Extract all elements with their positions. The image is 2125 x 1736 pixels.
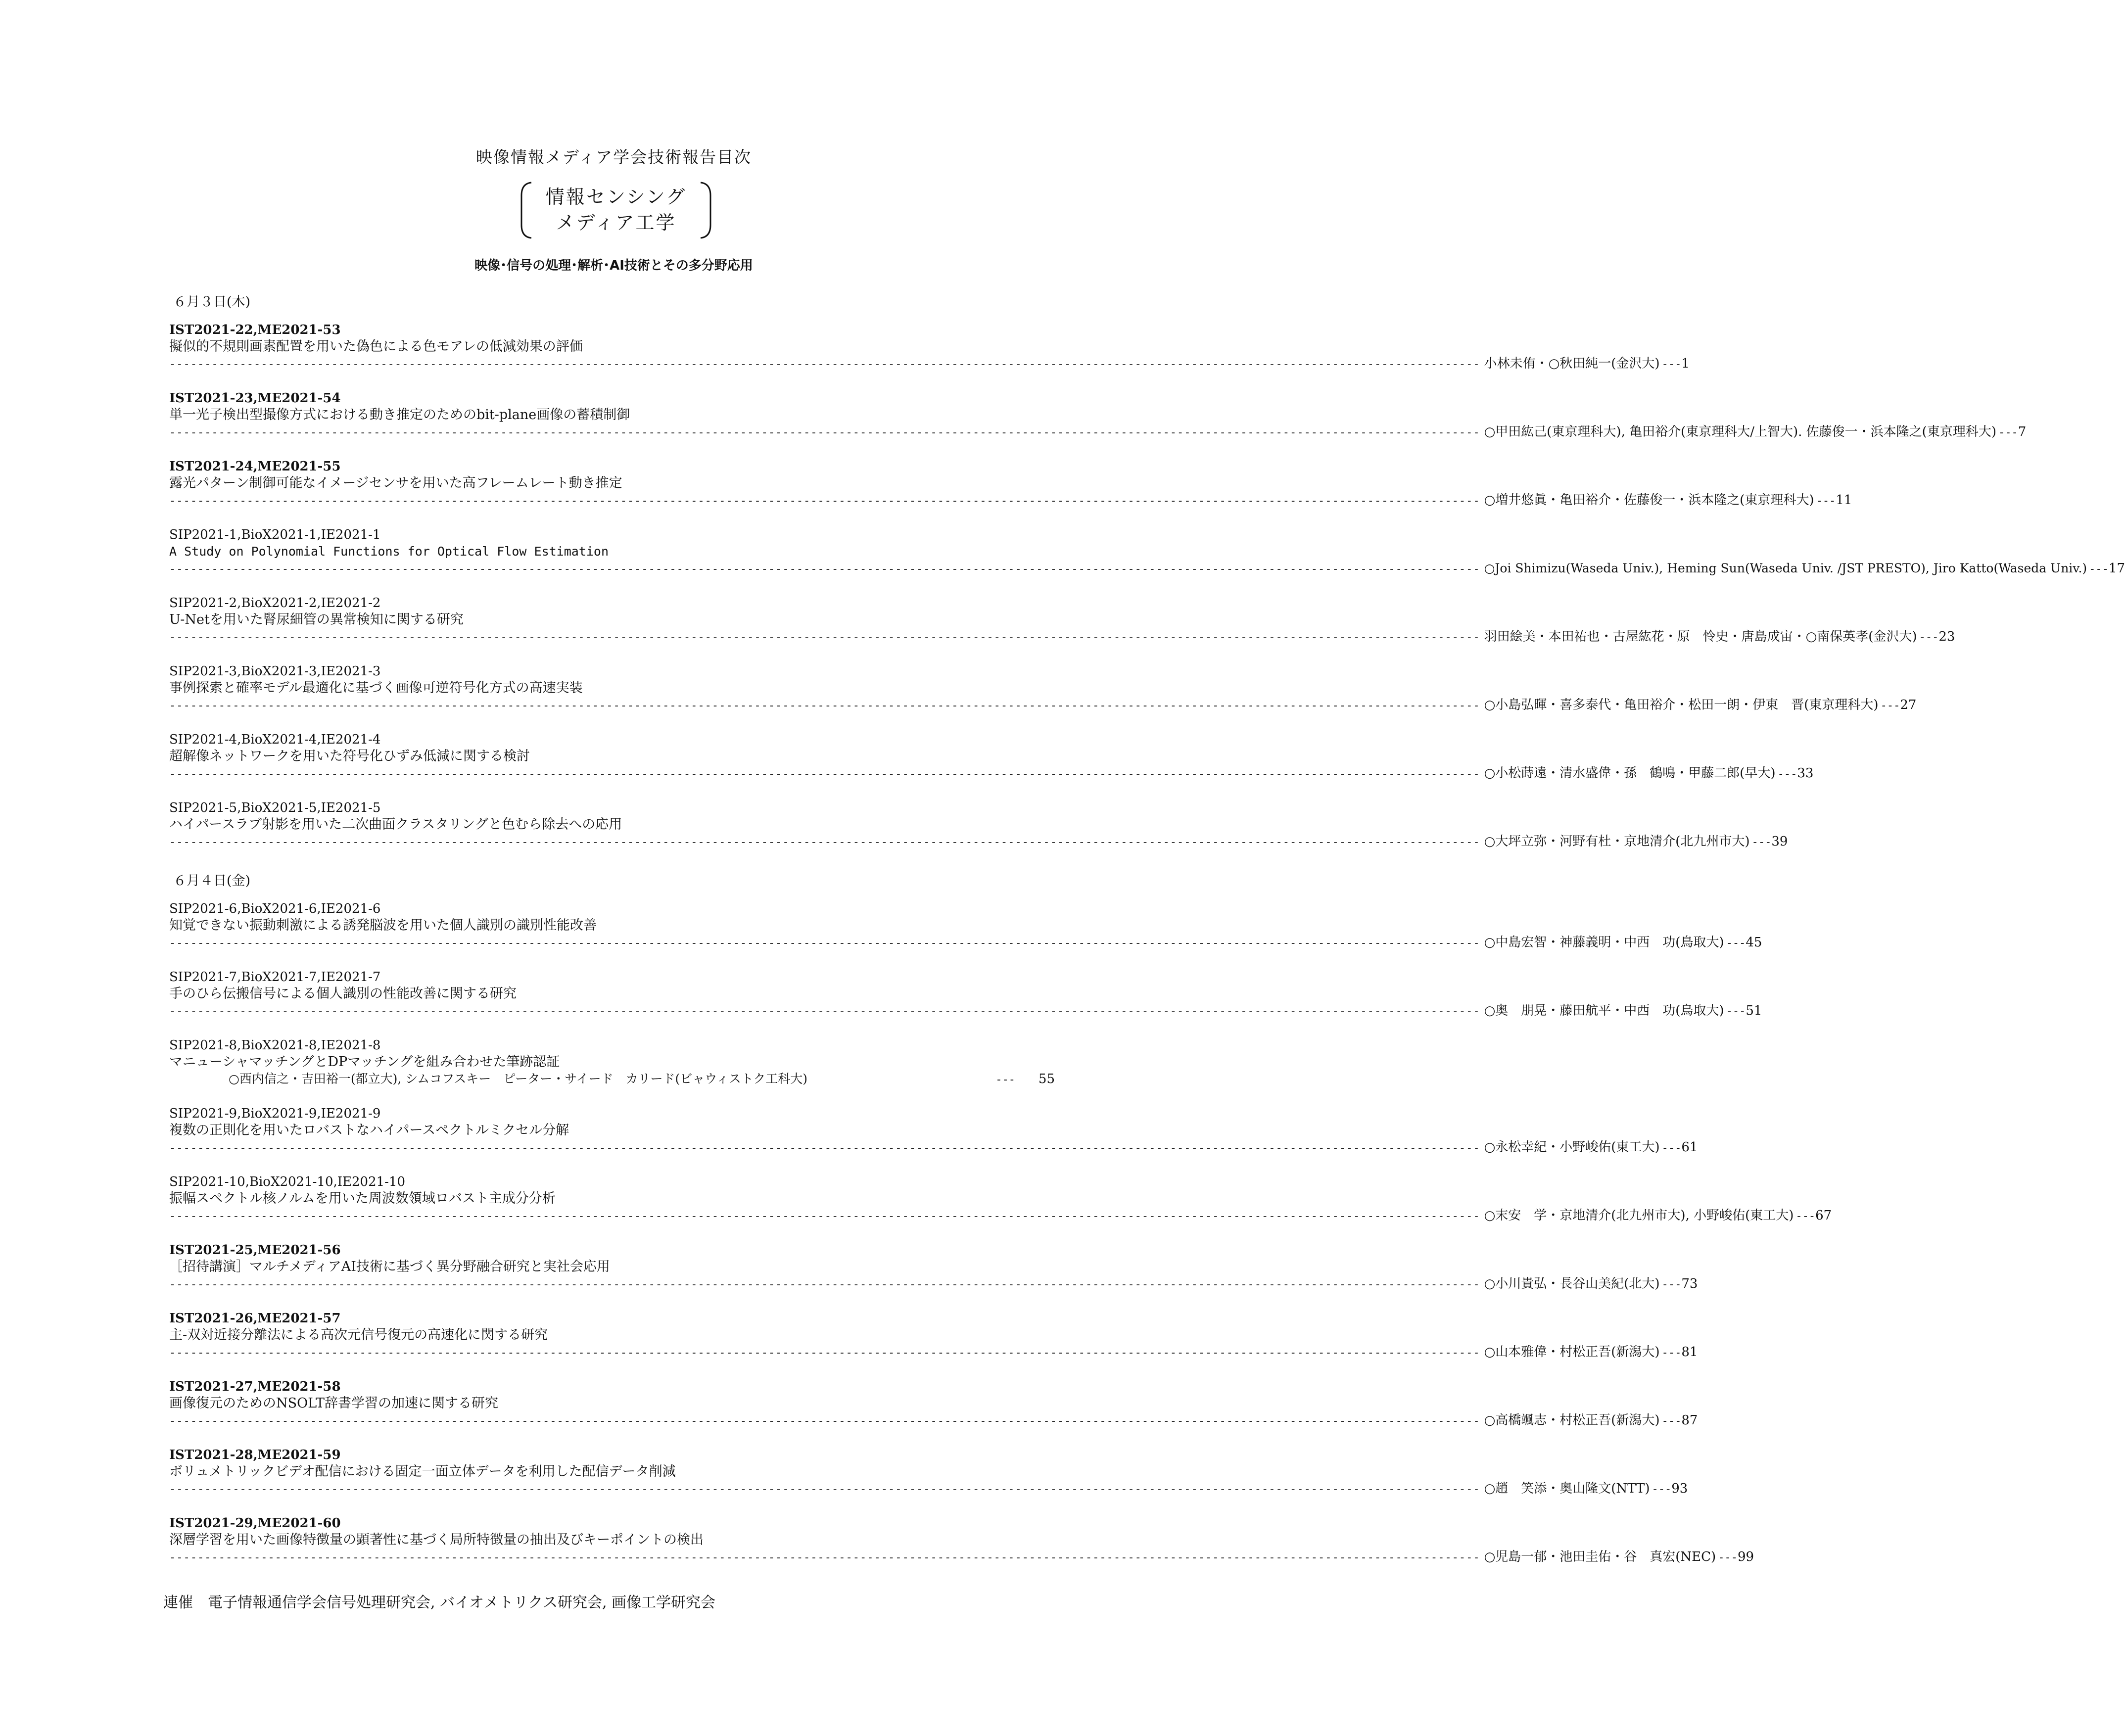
dot-leader: ------------------------------------------------------------------------------------------------------------------------------------------------------------------------------------------ [169,426,1480,439]
entry-title: 露光パターン制御可能なイメージセンサを用いた高フレームレート動き推定 [169,475,622,491]
entry-code: SIP2021-10,BioX2021-10,IE2021-10 [169,1174,406,1189]
toc-entry [169,731,1814,783]
entry-page: 11 [1836,493,1852,508]
entry-code: IST2021-22,ME2021-53 [169,323,341,337]
date-heading: ６月４日(金) [173,873,251,889]
entry-authors: ○大坪立弥・河野有杜・京地清介(北九州市大) [1484,834,1750,849]
entry-code: SIP2021-3,BioX2021-3,IE2021-3 [169,664,381,679]
entry-authors: ○小松蒔遠・清水盛偉・孫 鶴鳴・甲藤二郎(早大) [1484,766,1776,781]
series-title-line1: 情報センシング [545,186,687,208]
toc-entry [169,458,1852,510]
dot-leader: ------------------------------------------------------------------------------------------------------------------------------------------------------------------------------------------ [169,937,1480,949]
dot-leader-end: --- [1661,1142,1682,1154]
dot-leader: ------------------------------------------------------------------------------------------------------------------------------------------------------------------------------------------ [169,1415,1480,1427]
entry-page: 67 [1815,1208,1832,1223]
entry-title: 知覚できない振動刺激による誘発脳波を用いた個人識別の識別性能改善 [169,918,597,933]
entry-title: 事例探索と確率モデル最適化に基づく画像可逆符号化方式の高速実装 [169,680,583,696]
dot-leader: ------------------------------------------------------------------------------------------------------------------------------------------------------------------------------------------ [169,358,1480,371]
entry-authors: ○Joi Shimizu(Waseda Univ.), Heming Sun(Waseda Univ. /JST PRESTO), Jiro Katto(Waseda Univ.) [1484,561,2087,575]
dot-leader: ------------------------------------------------------------------------------------------------------------------------------------------------------------------------------------------ [169,1142,1480,1154]
entry-title: U-Netを用いた腎尿細管の異常検知に関する研究 [169,612,464,627]
dot-leader-end: --- [1726,937,1746,949]
entry-code: IST2021-26,ME2021-57 [169,1311,341,1326]
entry-authors: ○小川貴弘・長谷山美紀(北大) [1484,1276,1660,1291]
entry-authors: ○永松幸紀・小野峻佑(東工大) [1484,1140,1660,1155]
toc-entry [169,969,1762,1020]
series-title-line2: メディア工学 [556,212,676,234]
toc-entry [169,799,1788,851]
entry-authors: 羽田絵美・本田祐也・古屋紘花・原 怜史・唐島成宙・○南保英孝(金沢大) [1484,629,1917,644]
toc-entry [169,1242,1698,1293]
entry-title: 主-双対近接分離法による高次元信号復元の高速化に関する研究 [169,1327,548,1343]
dot-leader-end: --- [1661,1415,1682,1427]
entry-page: 45 [1746,935,1762,950]
dot-leader-end: --- [1998,426,2018,439]
toc-entry [169,1173,1832,1225]
toc-entry [169,1105,1698,1157]
toc-entry [169,663,1917,714]
entry-author-line [169,1207,1832,1225]
entry-author-line [169,934,1762,952]
entry-authors: ○末安 学・京地清介(北九州市大), 小野峻佑(東工大) [1484,1208,1794,1223]
entry-page: 73 [1681,1276,1698,1291]
entry-code: SIP2021-6,BioX2021-6,IE2021-6 [169,901,381,916]
dot-leader-end: --- [1751,836,1772,848]
entry-page: 23 [1938,629,1955,644]
entry-page: 39 [1771,834,1788,849]
entry-code: IST2021-29,ME2021-60 [169,1516,341,1531]
entry-page: 7 [2018,424,2027,439]
entry-author-line [169,560,2125,578]
entry-code: SIP2021-1,BioX2021-1,IE2021-1 [169,527,381,542]
entry-authors: ○趙 笑添・奥山隆文(NTT) [1484,1481,1650,1496]
entry-authors: ○小島弘暉・喜多泰代・亀田裕介・松田一朗・伊東 晋(東京理科大) [1484,698,1879,712]
dot-leader-end: --- [1661,1347,1682,1359]
entry-code: IST2021-25,ME2021-56 [169,1243,341,1258]
entry-authors: ○奥 朋晃・藤田航平・中西 功(鳥取大) [1484,1003,1724,1018]
entry-title: 超解像ネットワークを用いた符号化ひずみ低減に関する検討 [169,749,530,764]
entry-author-line [169,1071,1055,1088]
entry-author-line [169,1139,1698,1157]
entry-title: 擬似的不規則画素配置を用いた偽色による色モアレの低減効果の評価 [169,339,583,354]
dot-leader-end: --- [1816,495,1836,507]
dot-leader-end: --- [1777,768,1797,780]
dot-leader: ------------------------------------------------------------------------------------------------------------------------------------------------------------------------------------------ [169,563,1480,575]
date-heading: ６月３日(木) [173,294,251,310]
entry-authors: ○中島宏智・神藤義明・中西 功(鳥取大) [1484,935,1724,950]
entry-title: マニューシャマッチングとDPマッチングを組み合わせた筆跡認証 [169,1054,560,1070]
dot-leader: ------------------------------------------------------------------------------------------------------------------------------------------------------------------------------------------ [169,1551,1480,1564]
entry-page: 27 [1900,698,1917,712]
entry-authors: ○増井悠眞・亀田裕介・佐藤俊一・浜本隆之(東京理科大) [1484,493,1814,508]
dot-leader: ------------------------------------------------------------------------------------------------------------------------------------------------------------------------------------------ [169,700,1480,712]
dot-leader: ------------------------------------------------------------------------------------------------------------------------------------------------------------------------------------------ [169,1347,1480,1359]
entry-author-line [169,1275,1698,1293]
dot-leader: ------------------------------------------------------------------------------------------------------------------------------------------------------------------------------------------ [169,768,1480,780]
dot-leader-end: --- [1919,631,1939,644]
entry-author-line [169,1002,1762,1020]
entry-author-line [169,492,1852,510]
dot-leader-end: --- [1726,1005,1746,1018]
series-title-box [515,181,717,240]
entry-authors: ○甲田紘己(東京理科大), 亀田裕介(東京理科大/上智大). 佐藤俊一・浜本隆之(東京理科大) [1484,424,1996,439]
entry-page: 51 [1746,1003,1762,1018]
dot-leader: ------------------------------------------------------------------------------------------------------------------------------------------------------------------------------------------ [169,631,1480,644]
dot-leader-end: --- [1661,358,1682,371]
entry-code: IST2021-23,ME2021-54 [169,391,341,406]
entry-title: A Study on Polynomial Functions for Optical Flow Estimation [169,544,609,559]
entry-author-line [169,1480,1688,1498]
entry-author-line [169,1412,1698,1430]
entry-title: ［招待講演］マルチメディアAI技術に基づく異分野融合研究と実社会応用 [169,1259,610,1274]
entry-code: SIP2021-4,BioX2021-4,IE2021-4 [169,732,381,747]
toc-entry [169,390,2027,441]
entry-code: SIP2021-2,BioX2021-2,IE2021-2 [169,596,381,610]
toc-entry [169,1378,1698,1430]
dot-leader: ------------------------------------------------------------------------------------------------------------------------------------------------------------------------------------------ [169,1278,1480,1291]
entry-title: ボリュメトリックビデオ配信における固定一面立体データを利用した配信データ削減 [169,1464,676,1479]
entry-page: 93 [1671,1481,1688,1496]
entry-page: 99 [1737,1549,1754,1564]
entry-title: 振幅スペクトル核ノルムを用いた周波数領域ロバスト主成分分析 [169,1191,556,1206]
entry-author-line [169,355,1690,373]
entry-author-line [169,697,1917,714]
dot-leader-end: --- [2089,563,2109,575]
entry-title: 画像復元のためのNSOLT辞書学習の加速に関する研究 [169,1396,498,1411]
entry-page: 81 [1681,1345,1698,1360]
entry-author-line [169,833,1788,851]
dot-leader: ------------------------------------------------------------------------------------------------------------------------------------------------------------------------------------------ [169,1210,1480,1222]
entry-title: 深層学習を用いた画像特徴量の顕著性に基づく局所特徴量の抽出及びキーポイントの検出 [169,1532,704,1548]
entry-title: 手のひら伝搬信号による個人識別の性能改善に関する研究 [169,986,517,1001]
entry-title: 複数の正則化を用いたロバストなハイパースペクトルミクセル分解 [169,1123,569,1138]
entry-author-line [169,1548,1754,1566]
entry-author-line [169,423,2027,441]
entry-author-line [169,1344,1698,1361]
entry-code: IST2021-27,ME2021-58 [169,1379,341,1394]
page-title: 映像情報メディア学会技術報告目次 [475,147,752,167]
entry-title: 単一光子検出型撮像方式における動き推定のためのbit-plane画像の蓄積制御 [169,407,630,422]
toc-entry [169,1447,1688,1498]
toc-entry [169,1515,1754,1566]
entry-code: SIP2021-7,BioX2021-7,IE2021-7 [169,970,381,985]
entry-code: SIP2021-8,BioX2021-8,IE2021-8 [169,1038,381,1053]
entry-code: IST2021-28,ME2021-59 [169,1448,341,1462]
entry-page: 33 [1797,766,1814,781]
toc-entry [169,526,2125,578]
dot-leader-end: --- [1652,1483,1672,1496]
dot-leader-end: --- [1718,1551,1738,1564]
toc-entry [169,322,1690,373]
dot-leader: ------------------------------------------------------------------------------------------------------------------------------------------------------------------------------------------ [169,1005,1480,1018]
page-subtitle: 映像･信号の処理･解析･AI技術とその多分野応用 [474,258,753,273]
entry-page: 87 [1681,1413,1698,1428]
toc-entry [169,900,1762,952]
dot-leader: ------------------------------------------------------------------------------------------------------------------------------------------------------------------------------------------ [169,495,1480,507]
co-sponsor-note: 連催 電子情報通信学会信号処理研究会, バイオメトリクス研究会, 画像工学研究会 [163,1594,716,1611]
entry-page: 61 [1681,1140,1698,1155]
toc-entry [169,1310,1698,1361]
entry-code: SIP2021-5,BioX2021-5,IE2021-5 [169,800,381,815]
entry-authors: ○高橋颯志・村松正吾(新潟大) [1484,1413,1660,1428]
entry-title: ハイパースラブ射影を用いた二次曲面クラスタリングと色むら除去への応用 [169,817,622,832]
dot-leader-end: --- [1880,700,1900,712]
entry-page: 55 [1038,1072,1055,1086]
entry-authors: ○西内信之・吉田裕一(都立大), シムコフスキー ピーター・サイード カリード(ビャウィストク工科大) [229,1072,807,1086]
entry-page: 1 [1681,356,1690,371]
dot-leader-end: --- [1661,1278,1682,1291]
entry-code: IST2021-24,ME2021-55 [169,459,341,474]
entry-authors: 小林未侑・○秋田純一(金沢大) [1484,356,1660,371]
dot-leader-end: --- [1795,1210,1816,1222]
dot-leader: ------------------------------------------------------------------------------------------------------------------------------------------------------------------------------------------ [169,1483,1480,1496]
entry-author-line [169,628,1955,646]
dot-leader: ------------------------------------------------------------------------------------------------------------------------------------------------------------------------------------------ [169,836,1480,848]
toc-entry [169,1037,1055,1088]
entry-authors: ○山本雅偉・村松正吾(新潟大) [1484,1345,1660,1360]
dot-leader-end: --- [995,1074,1015,1086]
entry-authors: ○児島一郁・池田圭佑・谷 真宏(NEC) [1484,1549,1716,1564]
toc-entry [169,595,1955,646]
entry-author-line [169,765,1814,783]
entry-code: SIP2021-9,BioX2021-9,IE2021-9 [169,1106,381,1121]
entry-page: 17 [2108,561,2125,576]
